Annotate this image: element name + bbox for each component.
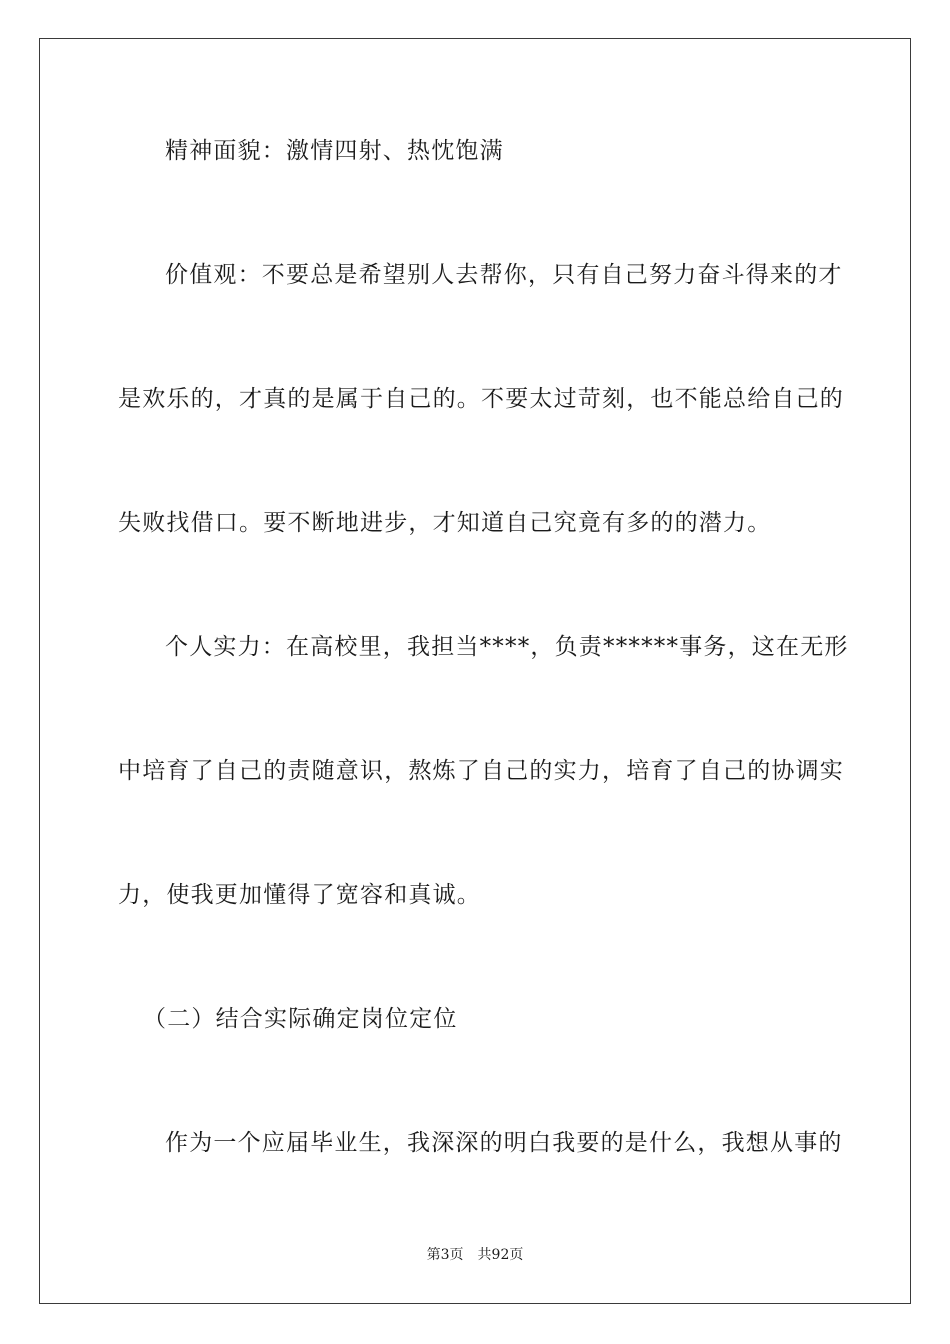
paragraph-line-ability-3: 力，使我更加懂得了宽容和真诚。 [118, 882, 481, 908]
page-footer [0, 1246, 950, 1264]
page-border [39, 38, 911, 1304]
paragraph-line-values-2: 是欢乐的，才真的是属于自己的。不要太过苛刻，也不能总给自己的 [118, 386, 844, 412]
paragraph-line-ability-1: 个人实力：在高校里，我担当****，负责******事务，这在无形 [165, 634, 849, 660]
paragraph-line-values-1: 价值观：不要总是希望别人去帮你，只有自己努力奋斗得来的才 [165, 262, 843, 288]
page-number-current: 第3页 [426, 1247, 464, 1263]
paragraph-line-graduate: 作为一个应届毕业生，我深深的明白我要的是什么，我想从事的 [165, 1130, 843, 1156]
paragraph-line-ability-2: 中培育了自己的责随意识，熬炼了自己的实力，培育了自己的协调实 [118, 758, 844, 784]
page-number-total: 共92页 [477, 1247, 524, 1263]
paragraph-line-spirit: 精神面貌：激情四射、热忱饱满 [165, 138, 504, 164]
section-heading: （二）结合实际确定岗位定位 [143, 1006, 458, 1032]
paragraph-line-values-3: 失败找借口。要不断地进步，才知道自己究竟有多的的潜力。 [118, 510, 772, 536]
